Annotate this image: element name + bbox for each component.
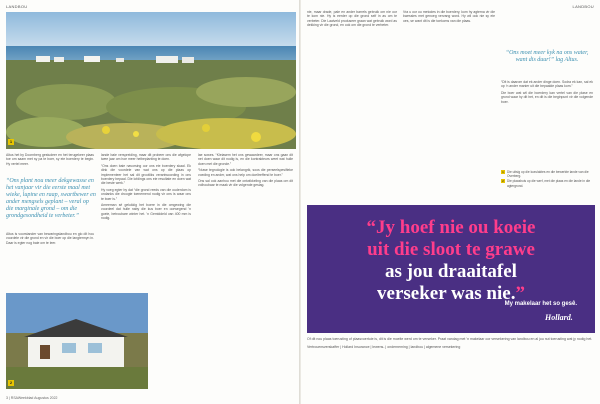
- paragraph: Altus het by Doornberg gestudeer en het terugekeer plaas toe om saam met sy pa te boer, sy eie boerdery te begin. Hy vertel meer.: [6, 153, 94, 166]
- landscape-illustration: [6, 12, 296, 149]
- paragraph: Ameeman sê gelukkig het boere in die omgewing die voordeel dat hulle naby die kus boer en oorwegend ’n goeie, betroubare winter het. ’n Gemiddeld van 400 mm is nodig.: [101, 203, 191, 221]
- farmhouse-photo: [6, 293, 148, 389]
- paragraph: Ons sal ook aanhou met die ontwikkeling van die plaas om dit volhoubaar te maak vir die volgende geslag.: [198, 179, 293, 188]
- photo-captions: [501, 170, 593, 189]
- page-folio-left: 3 | RSAWeekblad Augustus 2022: [6, 396, 58, 400]
- hollard-logo: Hollard.: [545, 313, 573, 322]
- left-column-1b: [6, 232, 94, 247]
- paragraph: Die boer wat wil die boerdery kan vertel van die plase en grond waar hy dit het, en dit is die beginpunt vir die volgende boer.: [501, 90, 593, 104]
- ad-headline-line-3: as jou draaitafel: [385, 261, 517, 282]
- left-column-2: [101, 153, 191, 223]
- right-column-2-top: Vra u oor ou metodes in die boerdery, kom hy agterna vir die kwessies met genoeg vervang word. Hy wil ook nie sy eie oes, se want dit is die toekoms van die plaas.: [403, 10, 495, 23]
- ad-line-1: Jy hoef nie ou koeie: [376, 217, 536, 238]
- ad-body-paragraph: Of dit nou plaas toerusting of plaasvoertuie is, dit is die moeite werd om te verseker. Praat vandag met ’n makelaar oor versekering van landbou en al jou nut toerusting wat jy nodig het.: [307, 337, 593, 341]
- paragraph: “Nuwe tegnologie is ook belangrik, soos die perseelspesifieke voeding en ander, wat ons help om doeltreffend te boer.”: [198, 168, 293, 177]
- quote-mark-close: ”: [515, 283, 525, 304]
- photo-number-badge: 1: [9, 139, 13, 144]
- ad-headline: [307, 217, 595, 305]
- left-column-3: [198, 153, 293, 190]
- caption-row: [501, 170, 593, 178]
- right-page: [301, 0, 600, 404]
- ad-footer-line: Vertrouensverskaffer | Hollard Insurance | lewens- | onderneming | landbou | algemene versekering: [307, 344, 461, 349]
- left-page: [0, 0, 299, 404]
- caption-text: Die uitsig op die kusvlaktes en die bewerkte lande van die Overberg.: [507, 170, 589, 179]
- landscape-photo: [6, 12, 296, 149]
- farmhouse-illustration: [6, 293, 148, 389]
- ad-headline-line-2: uit die sloot te grawe: [367, 239, 535, 260]
- paragraph: lae sowes. “Kleiasem het ons gewaardeer, maar ons gaan dit net doen waar dit nodig is, en die kontrakteurs weet wat hulle doen met die gronde.”: [198, 153, 293, 166]
- caption-number: 2: [502, 179, 504, 184]
- ad-headline-line-1: [307, 217, 595, 239]
- ad-line-4: verseker was nie.: [377, 283, 516, 304]
- paragraph: “Ons doen baie navorsing oor ons eie boerdery skaal. Ek dink die voordele van wat ons op die plaas op implementeer het sal dit grootliks verantwoording in ons boerdery bepaal. Die lofdings ons eie resultate en doen wat die beste werk.”: [101, 163, 191, 186]
- caption-row: [501, 179, 593, 187]
- ad-tagline: My makelaar het so gesê.: [504, 301, 577, 307]
- hollard-advertisement[interactable]: [307, 205, 595, 333]
- caption-number: 1: [502, 170, 504, 174]
- paragraph: “Dit is daarom dat ek ander dinge doen. Sodra ek kan, sal ek op ’n ander manier uit die bepaalde plaas kom.”: [501, 80, 593, 89]
- ad-body-text: [307, 337, 595, 349]
- pull-quote-left: “Ons plant nou meer dekgewasse en het vanjaar vir die eerste maal met wieke, lupine en raap, swartbewer en ander mengsels geplant – veral op die marginale grond – om die grondgesondheid te verbeter.”: [6, 178, 96, 219]
- running-head-right: LANDBOU: [572, 4, 594, 9]
- paragraph: Altus is voorstander van bewaringslandbou en glo dit hou voordele vir die grond en vir die boer op die langtermyn in. Daar is egter nog baie om te leer.: [6, 232, 94, 245]
- quote-mark-open: “: [366, 217, 377, 238]
- right-column-3: [501, 80, 593, 106]
- left-column-1: [6, 153, 94, 168]
- paragraph: Hy voeg egter by dat “die grond reeds van die ouderdom is ondanks die droogte toenemend nodig vir ons is waar ons te boer is.”: [101, 187, 191, 201]
- pull-quote-right: “Ons moet meer kyk na ons water, want dis duur!” lag Altus.: [505, 50, 589, 63]
- running-head-left: LANDBOU: [6, 4, 28, 9]
- caption-text: Die plaashuis op die werf, met die plaas en die lande in die agtergrond.: [507, 179, 591, 188]
- right-column-1-top: nie, maar drade, pale en ander barrels gebruik om nie oor te kom nie. Hy is eerder op die grond self in as om te verbeter. Die Laaiveld produseer graan wat gebruik word as dekking vir die grond, en ook om die grond te verbeter.: [307, 10, 397, 28]
- paragraph: lande baie verspreiding, maar dit probeer ons die afgelope twee jaar om hoe meer heibeplanting te doen.: [101, 153, 191, 162]
- photo-number-badge: 2: [9, 380, 13, 385]
